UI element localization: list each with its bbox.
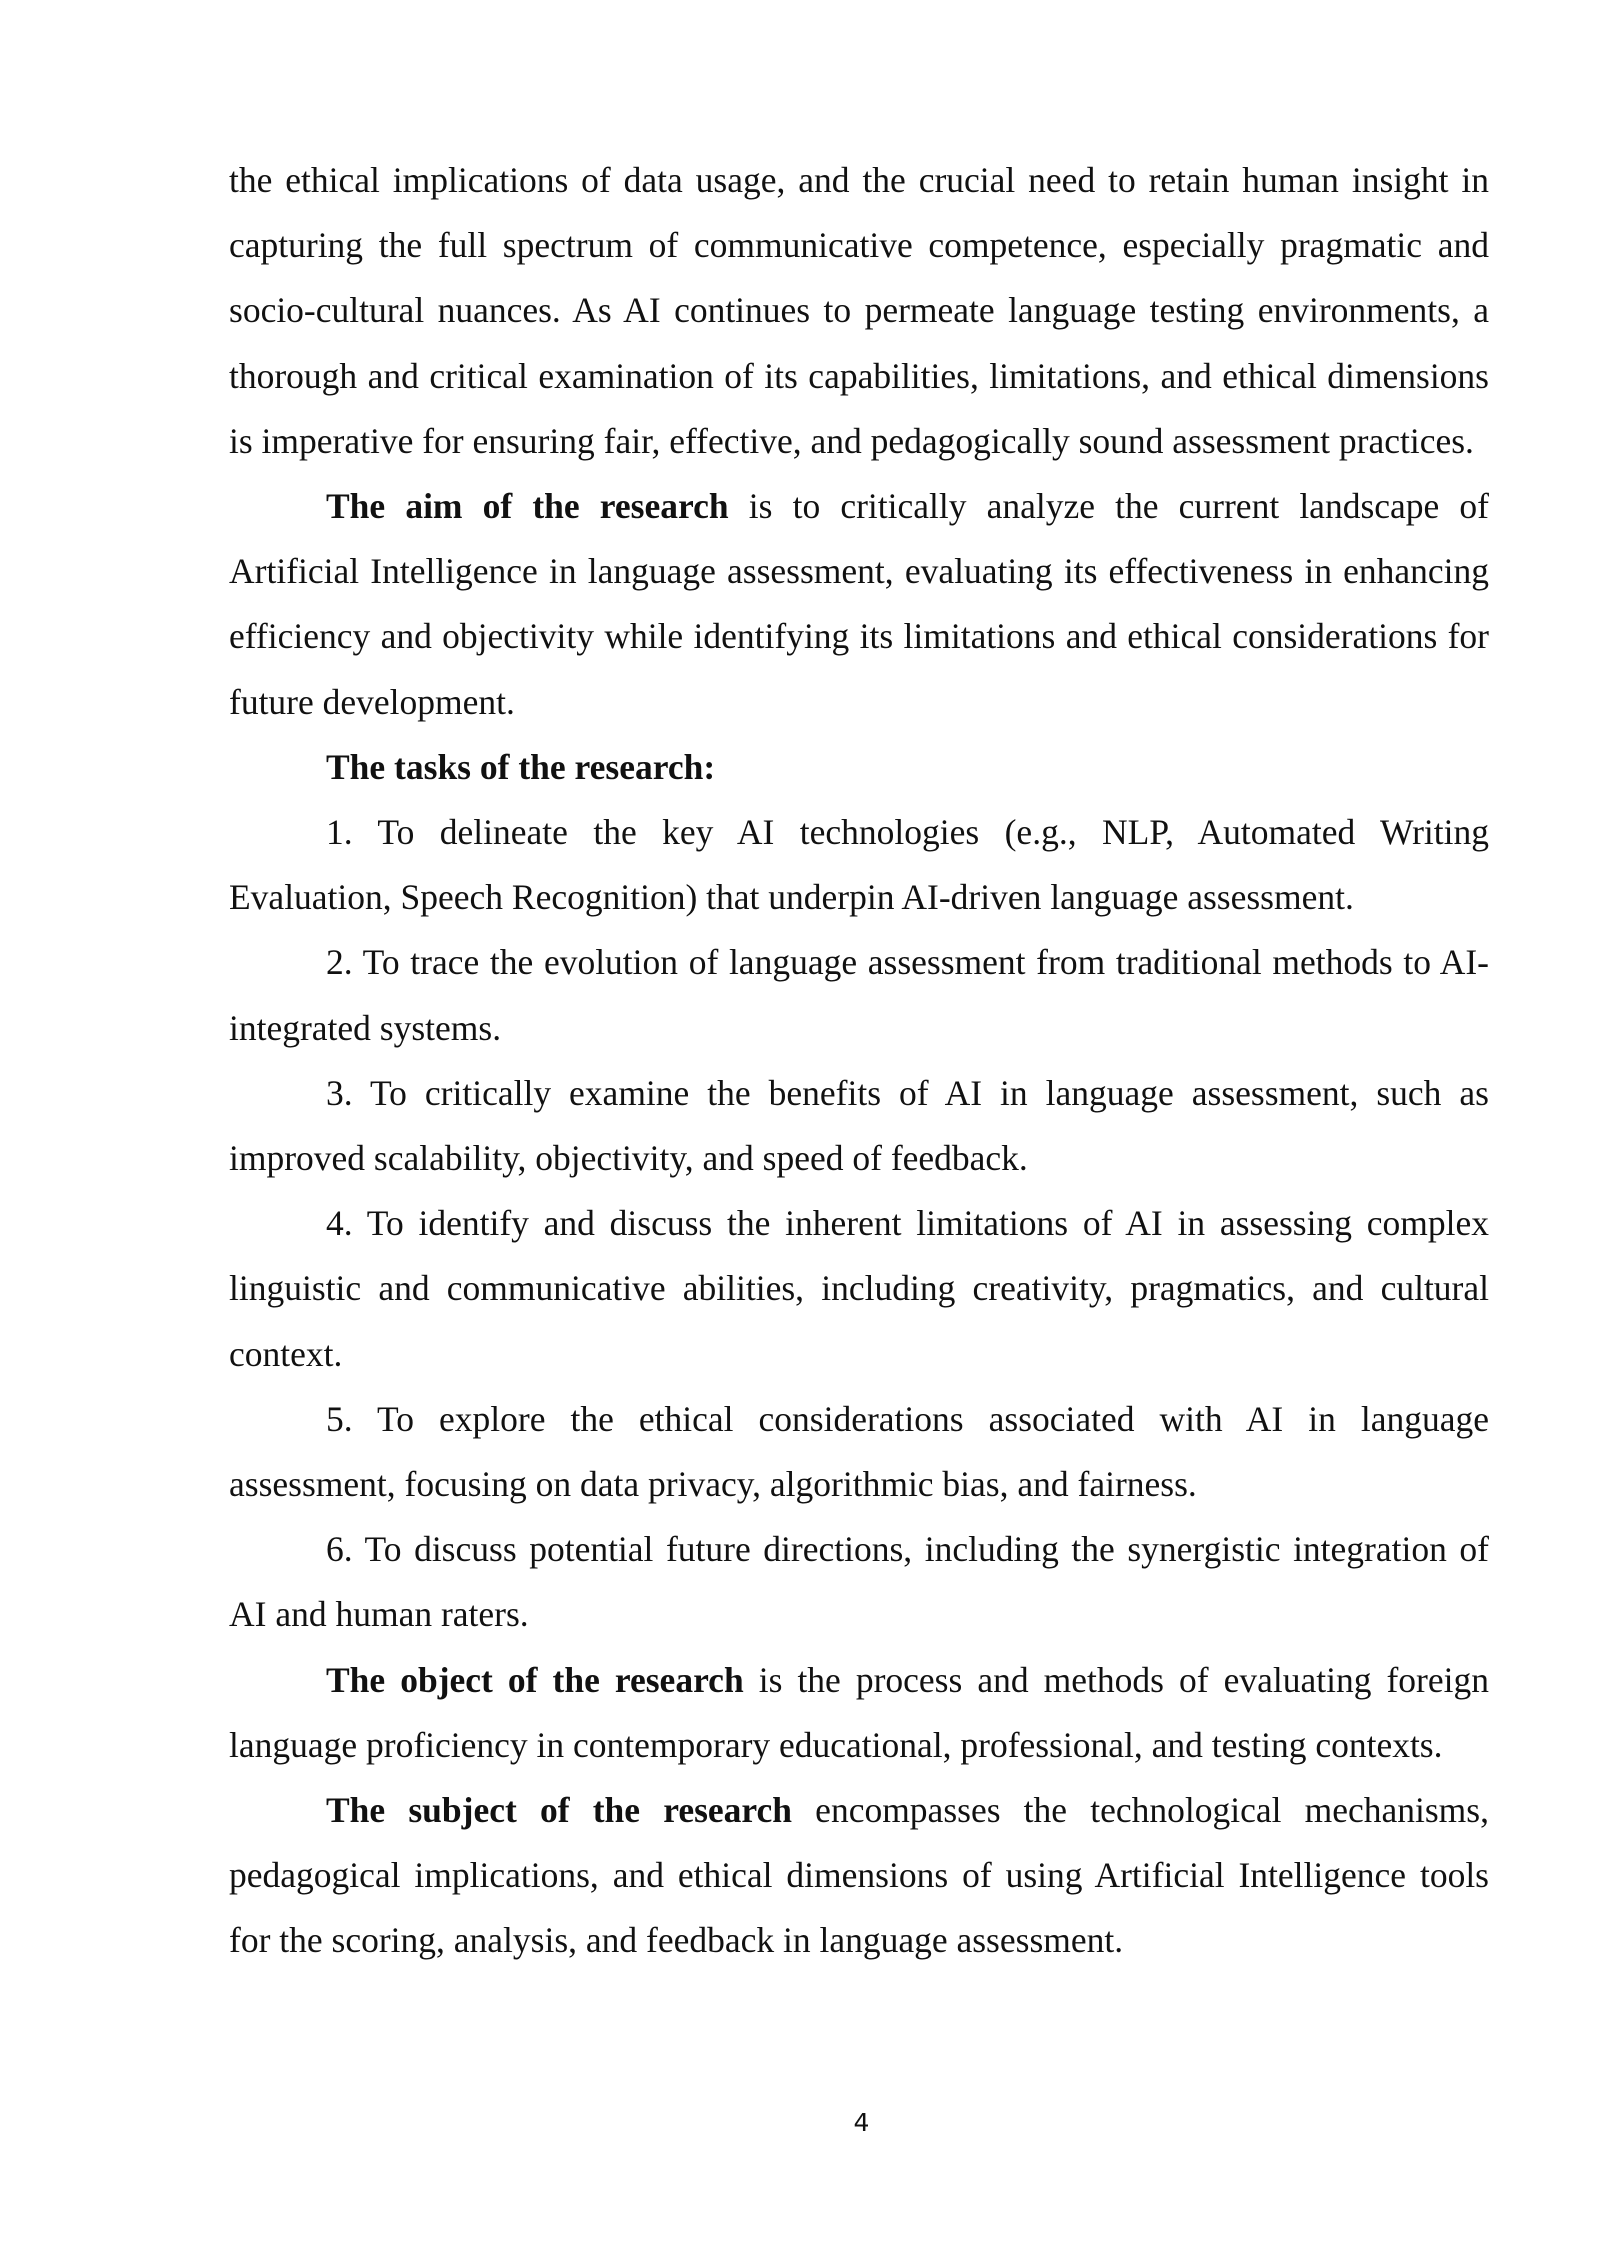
body-text: [229, 148, 1489, 1974]
subject-text: encompasses the technological mechanisms, pedagogical implications, and ethical dimensions of using Artificial Intelligence tools for the scoring, analysis, and feedback in language assessment.: [229, 1790, 1489, 1961]
aim-label: The aim of the research: [326, 486, 729, 527]
page-number: 4: [853, 2108, 870, 2137]
task-item-5: 5. To explore the ethical considerations associated with AI in language assessment, focusing on data privacy, algorithmic bias, and fairness.: [229, 1398, 1489, 1505]
subject-paragraph: [229, 1778, 1489, 1974]
task-item-3: 3. To critically examine the benefits of AI in language assessment, such as improved scalability, objectivity, and speed of feedback.: [229, 1072, 1489, 1179]
aim-text: is to critically analyze the current landscape of Artificial Intelligence in language assessment, evaluating its effectiveness in enhancing efficiency and objectivity while identifying its limitations and ethical considerations for future development.: [229, 486, 1489, 722]
intro-paragraph: the ethical implications of data usage, and the crucial need to retain human insight in capturing the full spectrum of communicative competence, especially pragmatic and socio-cultural nuances. As AI continues to permeate language testing environments, a thorough and critical examination of its capabilities, limitations, and ethical dimensions is imperative for ensuring fair, effective, and pedagogically sound assessment practices.: [229, 160, 1489, 461]
object-text: is the process and methods of evaluating foreign language proficiency in contemporary educational, professional, and testing contexts.: [229, 1659, 1490, 1765]
subject-label: The subject of the research: [326, 1790, 793, 1831]
aim-paragraph: [229, 474, 1489, 735]
task-item-6: 6. To discuss potential future directions, including the synergistic integration of AI and human raters.: [229, 1529, 1489, 1635]
tasks-heading: The tasks of the research:: [326, 746, 716, 787]
task-item-2: 2. To trace the evolution of language assessment from traditional methods to AI-integrated systems.: [229, 942, 1489, 1048]
object-paragraph: [229, 1648, 1489, 1778]
object-label: The object of the research: [326, 1659, 744, 1700]
task-item-1: 1. To delineate the key AI technologies (e.g., NLP, Automated Writing Evaluation, Speech Recognition) that underpin AI-driven language assessment.: [229, 812, 1489, 918]
task-item-4: 4. To identify and discuss the inherent limitations of AI in assessing complex linguistic and communicative abilities, including creativity, pragmatics, and cultural context.: [229, 1203, 1489, 1374]
